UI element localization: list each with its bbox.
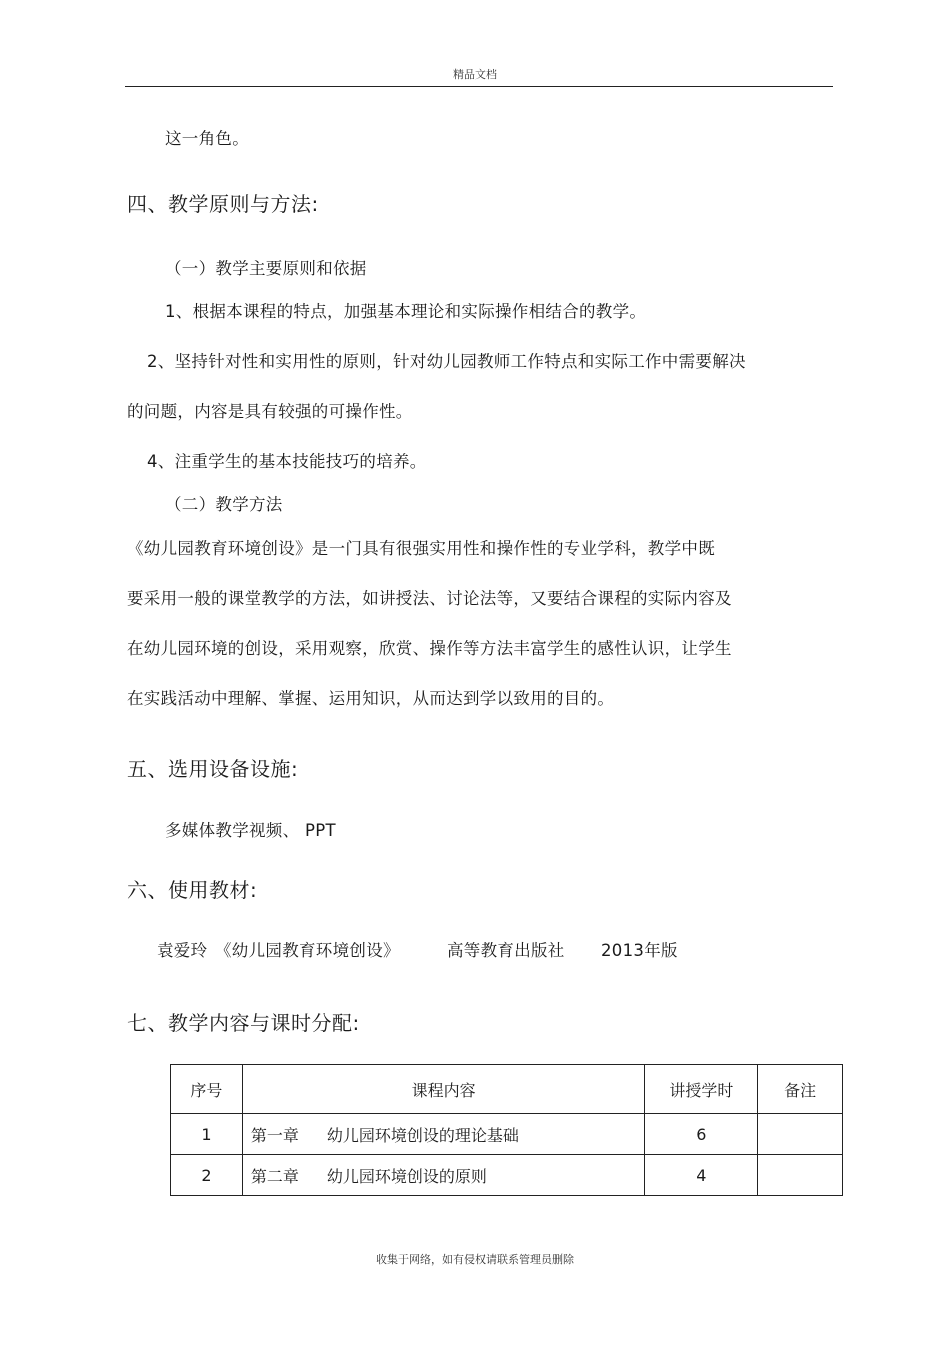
section4-sub1: （一）教学主要原则和依据	[165, 259, 367, 278]
page-footer: 收集于网络，如有侵权请联系管理员删除	[376, 1253, 574, 1266]
header-cell-hours: 讲授学时	[645, 1065, 758, 1114]
method-paragraph-line2: 要采用一般的课堂教学的方法，如讲授法、讨论法等，又要结合课程的实际内容及	[127, 589, 732, 608]
row-content	[242, 1114, 644, 1155]
row-hours: 4	[645, 1155, 758, 1196]
textbook-author: 袁爱玲	[157, 941, 208, 960]
textbook-publisher: 高等教育出版社	[447, 941, 565, 960]
row-hours: 6	[645, 1114, 758, 1155]
section5-heading: 五、选用设备设施:	[127, 757, 299, 781]
row-note	[758, 1114, 843, 1155]
table-header-row	[171, 1065, 843, 1114]
principle-item-2-line2: 的问题，内容是具有较强的可操作性。	[127, 402, 413, 421]
header-cell-content: 课程内容	[242, 1065, 644, 1114]
row-content	[242, 1155, 644, 1196]
header-divider	[125, 86, 833, 87]
header-cell-number: 序号	[171, 1065, 243, 1114]
table-row	[171, 1155, 843, 1196]
section6-heading: 六、使用教材:	[127, 878, 258, 902]
principle-item-1: 1、根据本课程的特点，加强基本理论和实际操作相结合的教学。	[165, 302, 647, 321]
header-cell-note: 备注	[758, 1065, 843, 1114]
method-paragraph-line4: 在实践活动中理解、掌握、运用知识，从而达到学以致用的目的。	[127, 689, 615, 708]
course-hours-table	[170, 1064, 843, 1196]
chapter-title: 幼儿园环境创设的原则	[326, 1166, 487, 1186]
row-number: 2	[171, 1155, 243, 1196]
chapter-title: 幼儿园环境创设的理论基础	[326, 1125, 519, 1145]
table-row	[171, 1114, 843, 1155]
section7-heading: 七、教学内容与课时分配:	[127, 1011, 360, 1035]
chapter-label: 第二章	[250, 1166, 299, 1186]
principle-item-4: 4、注重学生的基本技能技巧的培养。	[147, 452, 427, 471]
method-paragraph-line1: 《幼儿园教育环境创设》是一门具有很强实用性和操作性的专业学科，教学中既	[127, 539, 715, 558]
textbook-title: 《幼儿园教育环境创设》	[215, 941, 400, 960]
section4-sub2: （二）教学方法	[165, 495, 283, 514]
row-note	[758, 1155, 843, 1196]
method-paragraph-line3: 在幼儿园环境的创设，采用观察，欣赏、操作等方法丰富学生的感性认识，让学生	[127, 639, 732, 658]
equipment-text: 多媒体教学视频、 PPT	[165, 821, 336, 840]
chapter-label: 第一章	[250, 1125, 299, 1145]
continuation-text: 这一角色。	[165, 129, 249, 148]
row-number: 1	[171, 1114, 243, 1155]
textbook-edition: 2013年版	[601, 941, 678, 960]
section4-heading: 四、教学原则与方法:	[127, 192, 319, 216]
page-header: 精品文档	[453, 68, 497, 81]
principle-item-2-line1: 2、坚持针对性和实用性的原则，针对幼儿园教师工作特点和实际工作中需要解决	[147, 352, 746, 371]
